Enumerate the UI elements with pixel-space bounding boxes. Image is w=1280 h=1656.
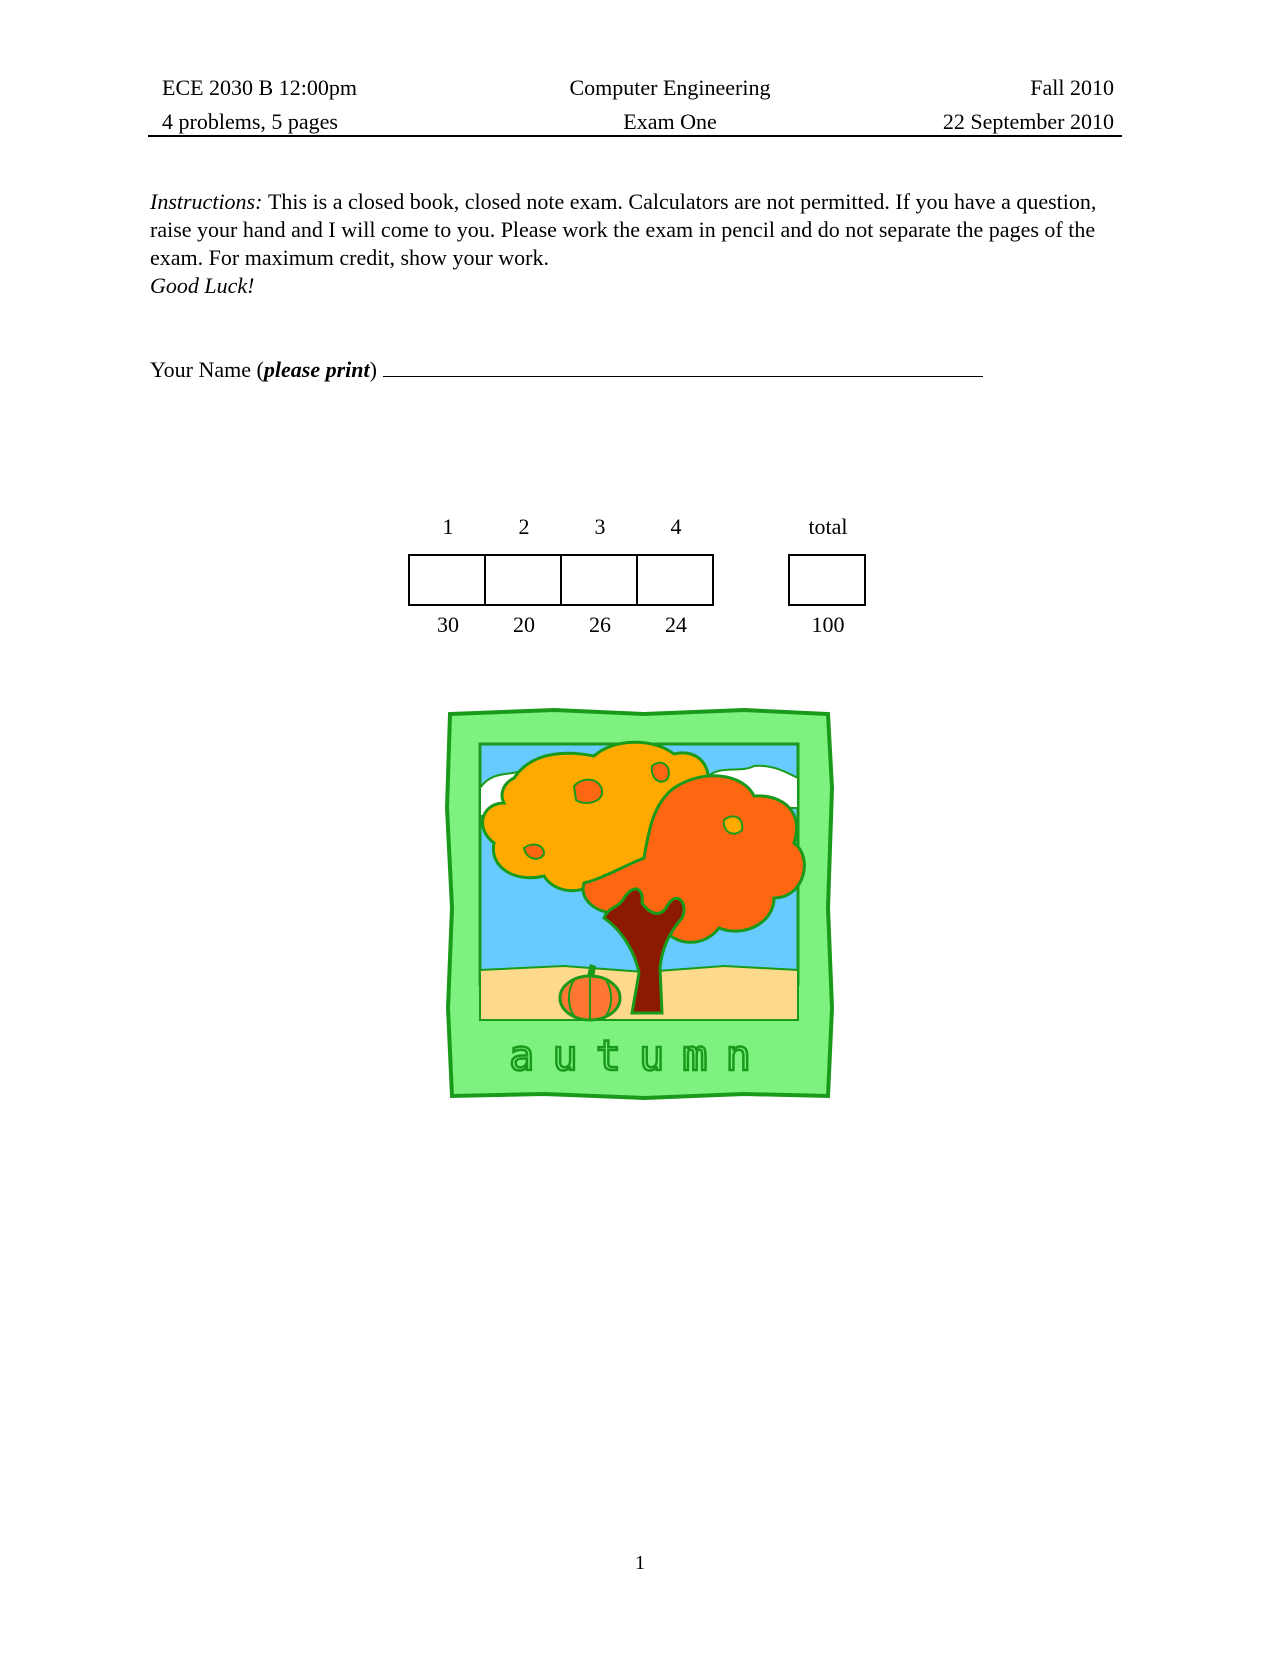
name-field — [150, 354, 983, 383]
subject-label: Computer Engineering — [569, 75, 771, 100]
name-label-suffix: ) — [369, 357, 377, 382]
problem-3-points: 26 — [589, 612, 611, 637]
problem-3-label: 3 — [594, 514, 606, 539]
problem-4-points: 24 — [665, 612, 687, 637]
course-label: ECE 2030 B 12:00pm — [162, 75, 357, 100]
clipart-leaf-hole-1 — [574, 780, 602, 803]
name-input-line[interactable] — [383, 354, 983, 377]
problem-4-score-box[interactable] — [636, 554, 714, 606]
total-points: 100 — [811, 612, 845, 637]
problem-1-score-box[interactable] — [408, 554, 486, 606]
problem-2-label: 2 — [518, 514, 530, 539]
total-score-box[interactable] — [788, 554, 866, 606]
problem-2-points: 20 — [513, 612, 535, 637]
name-label-emph: please print — [263, 357, 370, 382]
problem-1-points: 30 — [437, 612, 459, 637]
good-luck: Good Luck! — [150, 273, 255, 298]
exam-title: Exam One — [623, 109, 717, 134]
total-label: total — [808, 514, 848, 539]
clipart-leaf-hole-3 — [724, 816, 742, 833]
problem-3-score-box[interactable] — [560, 554, 638, 606]
instructions-block — [150, 188, 1130, 300]
page-number: 1 — [635, 1552, 645, 1574]
problem-count: 4 problems, 5 pages — [162, 109, 338, 134]
problem-2-score-box[interactable] — [484, 554, 562, 606]
term-label: Fall 2010 — [1030, 75, 1114, 100]
instructions-body: This is a closed book, closed note exam. Calculators are not permitted. If you have a question, raise your hand and I will come to you. Please work the exam in pencil and do not separate the pages of the exam. For maximum credit, show your work. — [150, 189, 1097, 270]
clipart-leaf-hole-2 — [652, 763, 669, 782]
exam-date: 22 September 2010 — [942, 109, 1114, 134]
autumn-clipart — [444, 708, 834, 1100]
instructions-label: Instructions: — [150, 189, 263, 214]
header-rule — [148, 135, 1122, 137]
name-label-prefix: Your Name ( — [150, 357, 264, 382]
clipart-caption: autumn — [509, 1031, 769, 1080]
problem-4-label: 4 — [670, 514, 682, 539]
problem-1-label: 1 — [442, 514, 454, 539]
